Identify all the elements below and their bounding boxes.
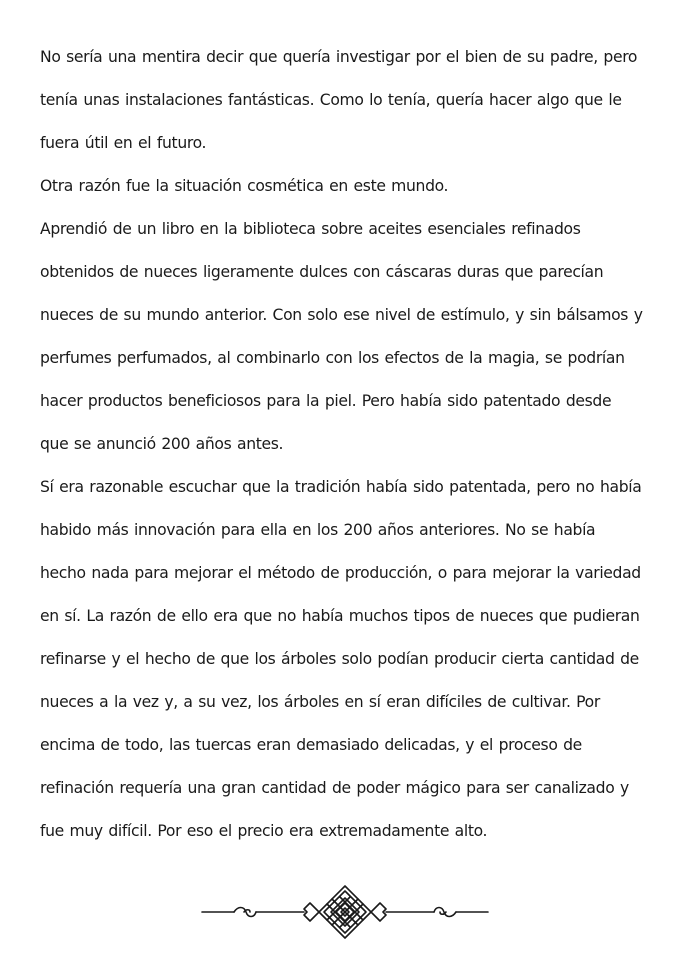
paragraph-3: Aprendió de un libro en la biblioteca sobre aceites esenciales refinados obtenidos de nueces ligeramente dulces con cáscaras duras que parecían nueces de su mundo anterior. Con solo ese nivel de estímulo, y sin bálsamos y perfumes perfumados, al combinarlo con los efectos de la magia, se podrían hacer productos beneficiosos para la piel. Pero había sido patentado desde que se anunció 200 años antes. [40, 220, 643, 453]
paragraph-1: No sería una mentira decir que quería investigar por el bien de su padre, pero tenía unas instalaciones fantásticas. Como lo tenía, quería hacer algo que le fuera útil en el futuro. [40, 48, 638, 152]
paragraph-4: Sí era razonable escuchar que la tradición había sido patentada, pero no había habido más innovación para ella en los 200 años anteriores. No se había hecho nada para mejorar el método de producción, o para mejorar la variedad en sí. La razón de ello era que no había muchos tipos de nueces que pudieran refinarse y el hecho de que los árboles solo podían producir cierta cantidad de nueces a la vez y, a su vez, los árboles en sí eran difíciles de cultivar. Por encima de todo, las tuercas eran demasiado delicadas, y el proceso de refinación requería una gran cantidad de poder mágico para ser canalizado y fue muy difícil. Por eso el precio era extremadamente alto. [40, 478, 642, 840]
body-text [40, 36, 644, 853]
celtic-knot-divider-icon [200, 882, 490, 942]
paragraph-2: Otra razón fue la situación cosmética en este mundo. [40, 177, 449, 195]
